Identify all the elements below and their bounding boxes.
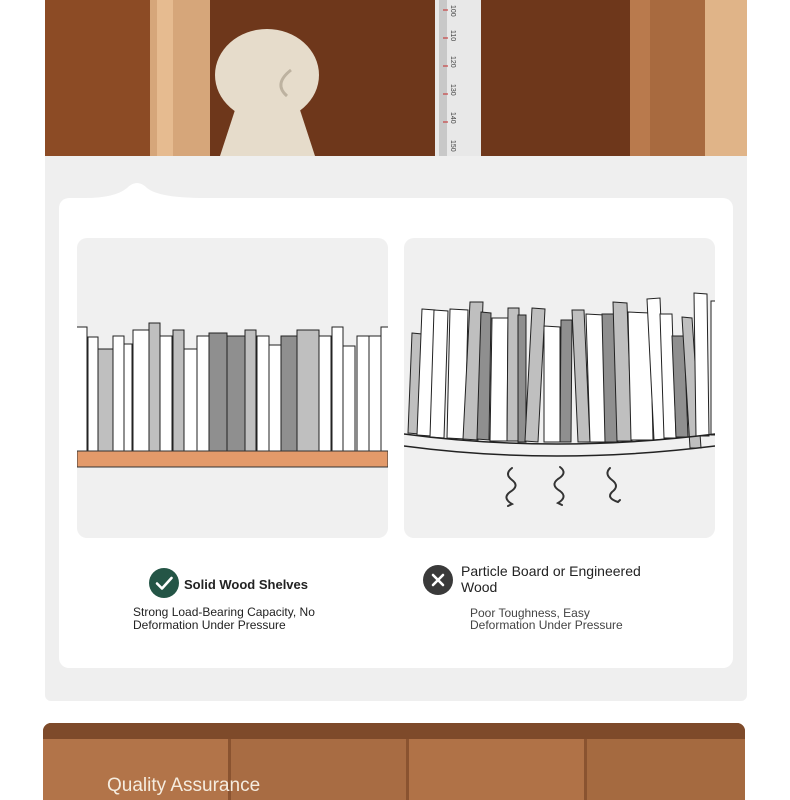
solid-description-line1: Strong Load-Bearing Capacity, No	[133, 605, 315, 619]
shelf-photo	[45, 0, 747, 156]
particle-title-line2: Wood	[461, 579, 498, 595]
solid-description-line2: Deformation Under Pressure	[133, 618, 286, 632]
quality-banner	[43, 723, 745, 800]
sagging-shelf-bottom	[404, 446, 715, 456]
ruler-mark: 140	[449, 112, 456, 124]
particle-title-line1: Particle Board or Engineered	[461, 563, 641, 579]
solid-shelf-illustration	[77, 238, 388, 538]
deformation-squiggles	[506, 467, 620, 506]
checkmark-icon	[149, 568, 179, 598]
solid-title: Solid Wood Shelves	[184, 577, 309, 592]
ruler-mark: 130	[449, 84, 456, 96]
hero-photo	[45, 0, 747, 156]
quality-title: Quality Assurance	[107, 775, 261, 796]
particle-description-line2: Deformation Under Pressure	[470, 618, 623, 632]
close-icon	[423, 565, 453, 595]
ruler-mark: 150	[449, 140, 456, 152]
particle-shelf-illustration	[404, 238, 715, 538]
ruler-mark: 100	[449, 5, 456, 17]
particle-description-line1: Poor Toughness, Easy	[470, 606, 590, 620]
ruler-mark: 110	[449, 30, 456, 42]
solid-shelf-board	[77, 451, 388, 467]
ruler-mark: 120	[449, 56, 456, 68]
